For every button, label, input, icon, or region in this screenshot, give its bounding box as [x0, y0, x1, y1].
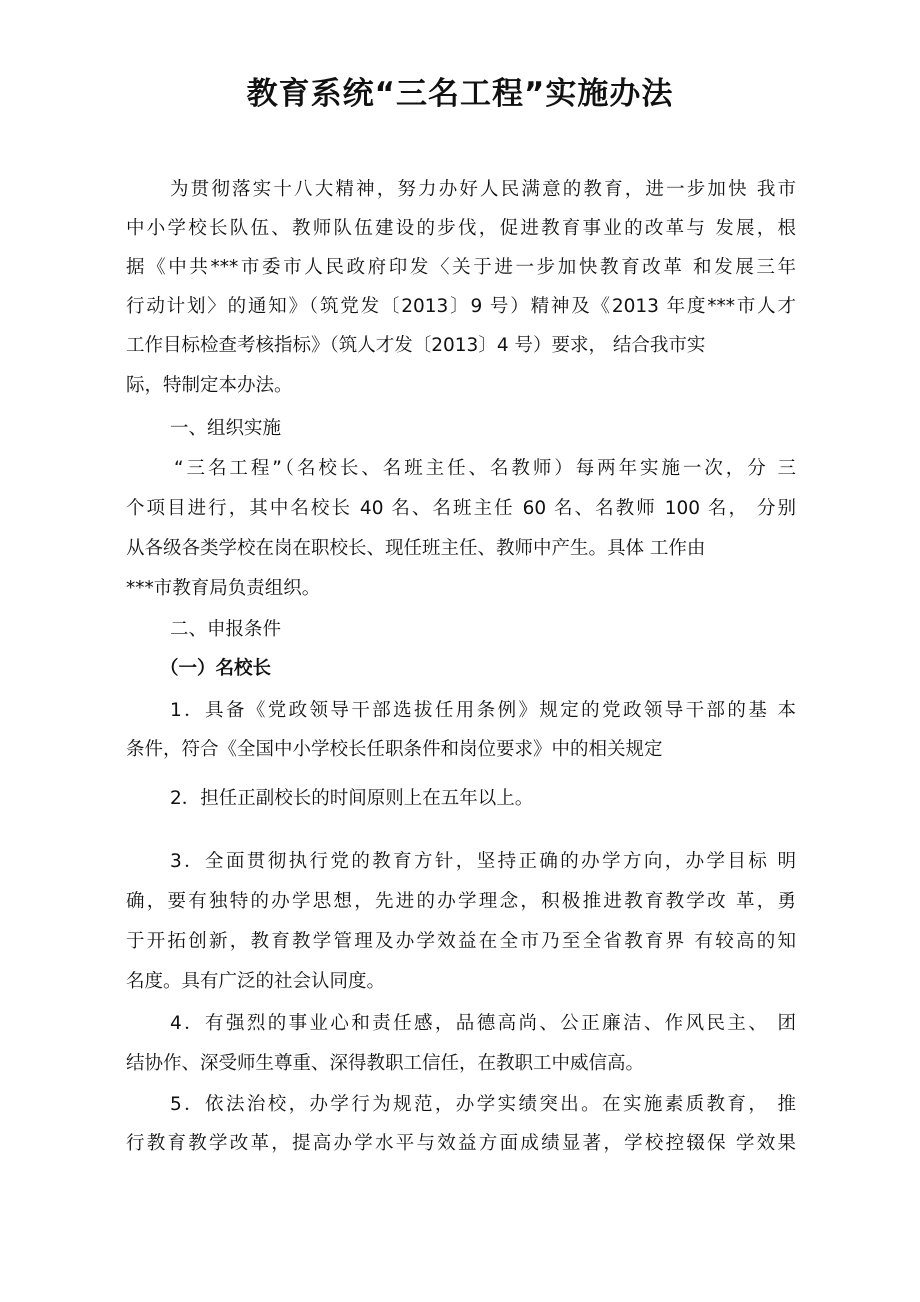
paragraph-line: 名度。具有广泛的社会认同度。	[126, 971, 386, 992]
subsection-heading: （一）名校长	[160, 658, 272, 679]
paragraph-line: “三名工程”（名校长、名班主任、名教师）每两年实施一次，分 三	[174, 458, 796, 479]
paragraph-line: 5．依法治校，办学行为规范，办学实绩突出。在实施素质教育， 推	[170, 1094, 796, 1115]
paragraph-line: 际，特制定本办法。	[126, 375, 293, 396]
paragraph-line: 条件，符合《全国中小学校长任职条件和岗位要求》中的相关规定	[126, 739, 663, 760]
paragraph-line: 行教育教学改革，提高办学水平与效益方面成绩显著，学校控辍保 学效果	[126, 1133, 796, 1154]
section-heading: 一、组织实施	[170, 418, 282, 439]
paragraph-line: 4．有强烈的事业心和责任感，品德高尚、公正廉洁、作风民主、 团	[170, 1013, 796, 1034]
paragraph-line: 2．担任正副校长的时间原则上在五年以上。	[170, 788, 534, 809]
paragraph-line: 于开拓创新，教育教学管理及办学效益在全市乃至全省教育界 有较高的知	[126, 931, 796, 952]
paragraph-line: ***市教育局负责组织。	[126, 578, 321, 599]
section-heading: 二、申报条件	[170, 619, 282, 640]
paragraph-line: 确，要有独特的办学思想，先进的办学理念，积极推进教育教学改 革，勇	[126, 891, 796, 912]
paragraph-line: 为贯彻落实十八大精神，努力办好人民满意的教育，进一步加快 我市	[170, 179, 796, 200]
paragraph-line: 工作目标检查考核指标》（筑人才发〔2013〕4 号）要求， 结合我市实	[126, 335, 706, 356]
paragraph-line: 1．具备《党政领导干部选拔任用条例》规定的党政领导干部的基 本	[170, 700, 796, 721]
document-title: 教育系统“三名工程”实施办法	[246, 76, 674, 112]
paragraph-line: 个项目进行，其中名校长 40 名、名班主任 60 名、名教师 100 名， 分别	[126, 498, 796, 519]
paragraph-line: 3．全面贯彻执行党的教育方针，坚持正确的办学方向，办学目标 明	[170, 851, 796, 872]
paragraph-line: 从各级各类学校在岗在职校长、现任班主任、教师中产生。具体 工作由	[126, 538, 706, 559]
paragraph-line: 据《中共***市委市人民政府印发〈关于进一步加快教育改革 和发展三年	[126, 257, 796, 278]
paragraph-line: 结协作、深受师生尊重、深得教职工信任，在教职工中威信高。	[126, 1053, 645, 1074]
paragraph-line: 中小学校长队伍、教师队伍建设的步伐，促进教育事业的改革与 发展，根	[126, 218, 796, 239]
paragraph-line: 行动计划〉的通知》（筑党发〔2013〕9 号）精神及《2013 年度***市人才	[126, 296, 796, 317]
